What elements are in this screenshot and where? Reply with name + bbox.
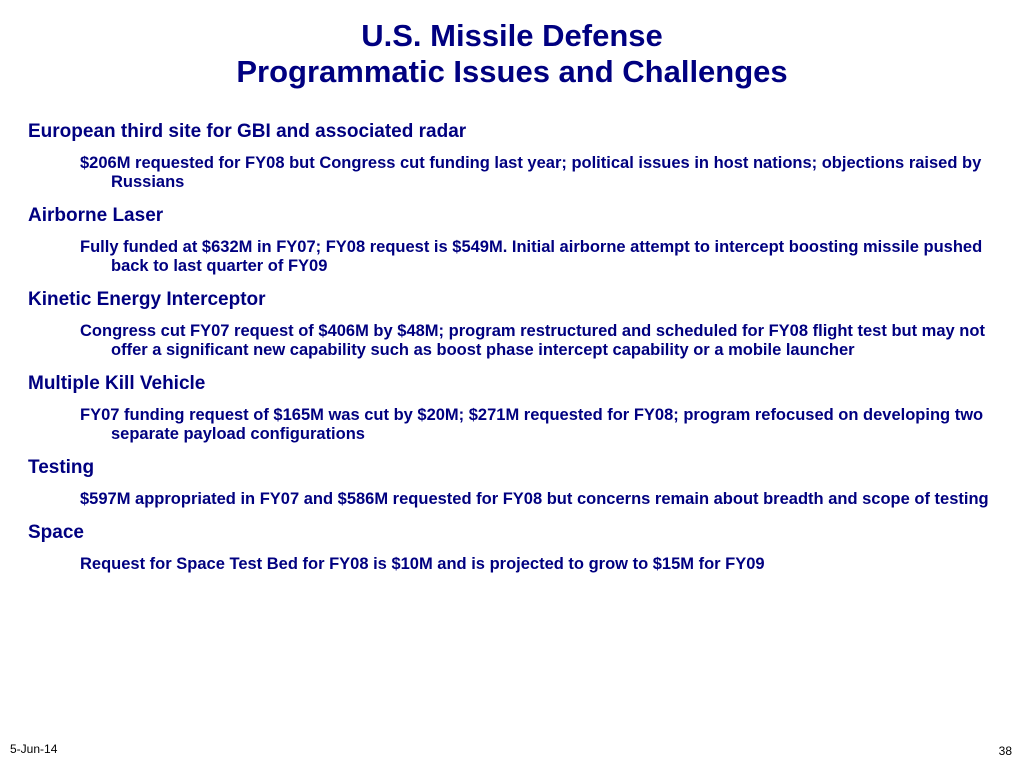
page-number: 38 [998, 744, 1012, 758]
footer-date: 5-Jun-14 [10, 742, 58, 756]
title-line-2: Programmatic Issues and Challenges [236, 54, 788, 89]
item-detail-testing: $597M appropriated in FY07 and $586M requested for FY08 but concerns remain about breadth and scope of testing [80, 490, 989, 508]
slide-title [0, 18, 1024, 90]
item-detail-european-site: $206M requested for FY08 but Congress cut funding last year; political issues in host nations; objections raised by Russians [80, 154, 982, 191]
item-heading-european-site: European third site for GBI and associated radar [28, 121, 467, 142]
item-heading-testing: Testing [28, 457, 95, 478]
title-line-1: U.S. Missile Defense [361, 18, 663, 53]
item-heading-space: Space [28, 522, 84, 543]
slide-content [28, 120, 998, 586]
item-detail-space: Request for Space Test Bed for FY08 is $10M and is projected to grow to $15M for FY09 [80, 555, 765, 573]
item-detail-multiple-kill-vehicle: FY07 funding request of $165M was cut by $20M; $271M requested for FY08; program refocused on developing two separate payload configurations [80, 406, 984, 443]
item-detail-kinetic-energy-interceptor: Congress cut FY07 request of $406M by $48M; program restructured and scheduled for FY08 flight test but may not offer a significant new capability such as boost phase intercept capability or a mobile launcher [80, 322, 985, 359]
item-detail-airborne-laser: Fully funded at $632M in FY07; FY08 request is $549M. Initial airborne attempt to intercept boosting missile pushed back to last quarter of FY09 [80, 238, 983, 275]
item-heading-multiple-kill-vehicle: Multiple Kill Vehicle [28, 373, 206, 394]
item-heading-airborne-laser: Airborne Laser [28, 205, 164, 226]
item-heading-kinetic-energy-interceptor: Kinetic Energy Interceptor [28, 289, 266, 310]
